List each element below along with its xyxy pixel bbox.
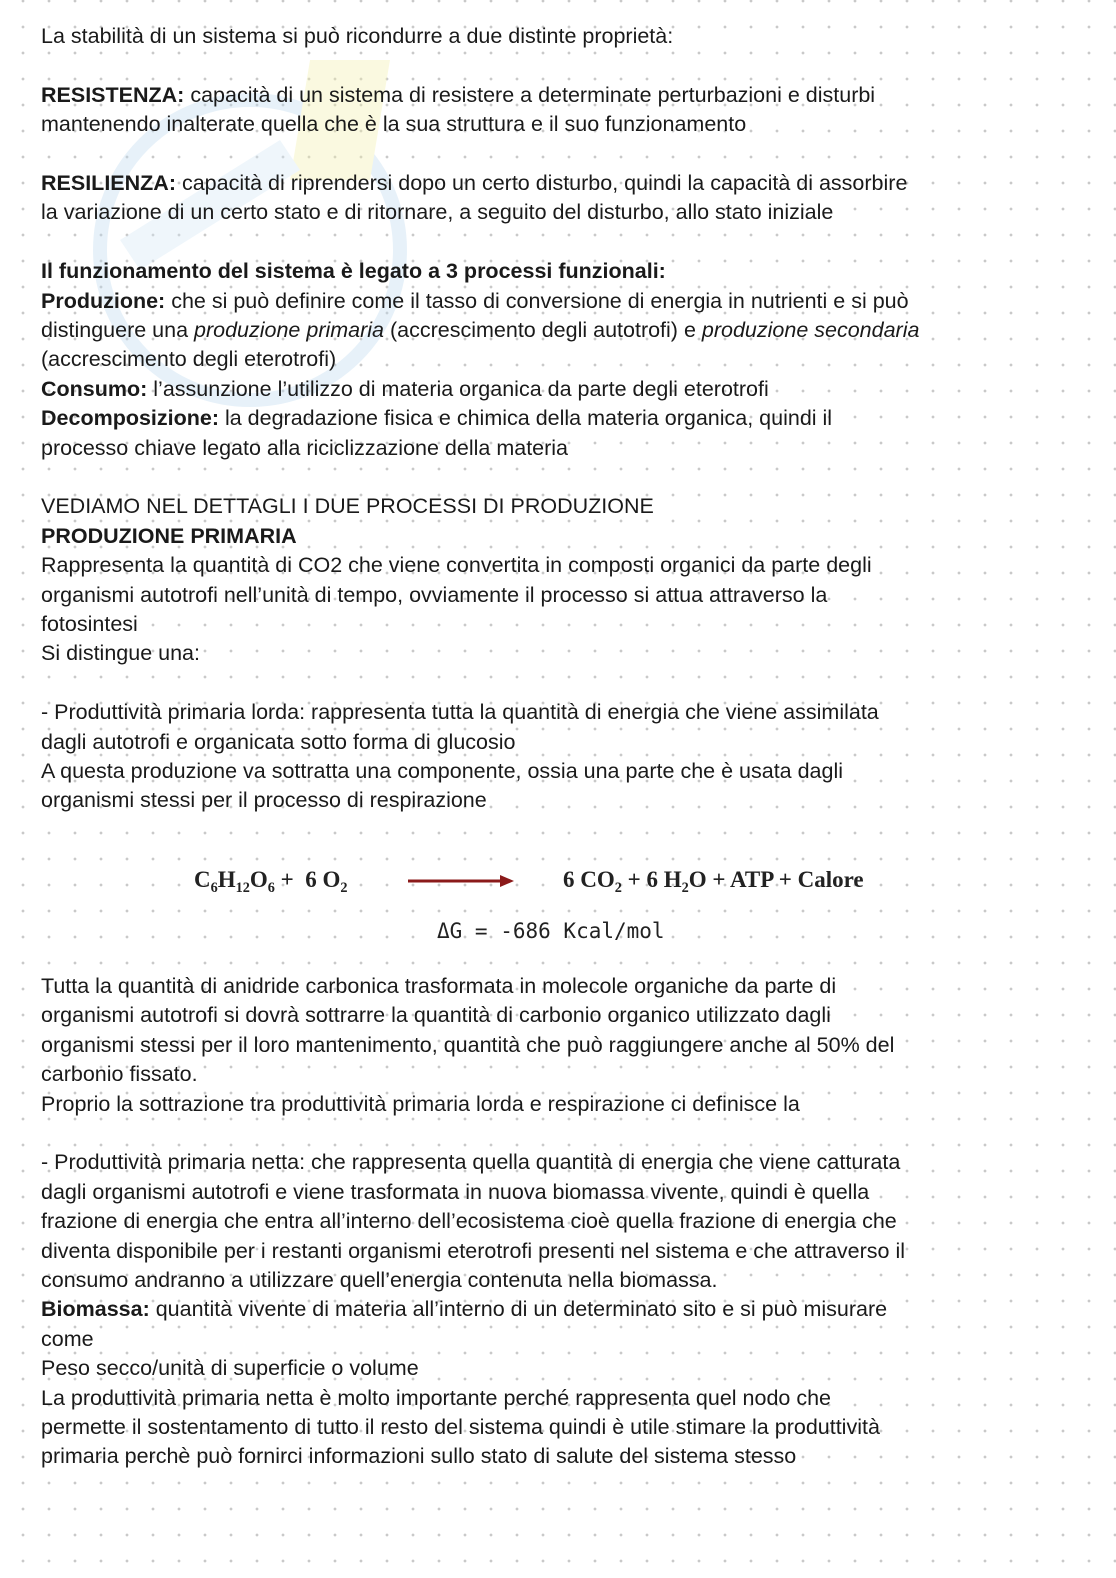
text-line: diventa disponibile per i restanti organismi eterotrofi presenti nel sistema e che attraverso il — [41, 1238, 906, 1263]
text-line: Rappresenta la quantità di CO2 che viene convertita in composti organici da parte degli — [41, 553, 872, 578]
eq-subscript: 6 — [210, 879, 218, 896]
reaction-arrow-icon — [406, 871, 516, 891]
text-line: organismi stessi per il processo di respirazione — [41, 788, 487, 813]
produzione-line: (accrescimento degli eterotrofi) — [41, 347, 337, 372]
eq-text: H — [217, 866, 236, 892]
text-line: consumo andranno a utilizzare quell’energia contenuta nella biomassa. — [41, 1267, 718, 1292]
text-line: organismi stessi per il loro mantenimento, quantità che può raggiungere anche al 50% del — [41, 1032, 895, 1057]
produzione-primaria-term: produzione primaria — [194, 318, 385, 343]
produzione-line: che si può definire come il tasso di conversione di energia in nutrienti e si può — [165, 288, 909, 313]
text-line: quantità vivente di materia all’interno di un determinato sito e si può misurare — [149, 1297, 888, 1322]
produzione-line: distinguere una — [41, 318, 194, 343]
decomposizione-line: la degradazione fisica e chimica della materia organica, quindi il — [219, 406, 833, 431]
eq-text: + 6 O — [274, 866, 341, 892]
text-line: Tutta la quantità di anidride carbonica trasformata in molecole organiche da parte di — [41, 973, 837, 998]
netta-paragraph — [41, 1148, 1081, 1295]
eq-subscript: 2 — [340, 879, 348, 896]
eq-text: O — [249, 866, 268, 892]
processi-heading-text: Il funzionamento del sistema è legato a 3 processi funzionali: — [41, 259, 666, 284]
produzione-secondaria-term: produzione secondaria — [701, 318, 920, 343]
text-line: organismi autotrofi nell’unità di tempo, ovviamente il processo si attua attraverso la — [41, 582, 828, 607]
sottrazione-paragraph — [41, 972, 1081, 1119]
produzione-line: (accrescimento degli autotrofi) e — [384, 318, 702, 343]
consumo-term: Consumo: — [41, 376, 148, 401]
resilienza-term: RESILIENZA: — [41, 171, 176, 195]
importanza-paragraph — [41, 1384, 1081, 1472]
intro-line: La stabilità di un sistema si può ricondurre a due distinte proprietà: — [41, 24, 674, 48]
produzione-paragraph — [41, 287, 1081, 375]
text-line: carbonio fissato. — [41, 1062, 198, 1087]
delta-g-value: ΔG = -686 Kcal/mol — [437, 918, 665, 943]
decomposizione-term: Decomposizione: — [41, 406, 219, 431]
biomassa-term: Biomassa: — [41, 1297, 150, 1322]
text-line: come — [41, 1326, 94, 1351]
text-line: Peso secco/unità di superficie o volume — [41, 1356, 419, 1381]
resilienza-paragraph — [41, 169, 1081, 228]
dettagli-line: VEDIAMO NEL DETTAGLI I DUE PROCESSI DI PRODUZIONE — [41, 494, 654, 519]
text-line: permette il sostentamento di tutto il resto del sistema quindi è utile stimare la produttività — [41, 1414, 880, 1439]
text-line: - Produttività primaria lorda: rappresenta tutta la quantità di energia che viene assimilata — [41, 700, 879, 725]
resilienza-line: la variazione di un certo stato e di ritornare, a seguito del disturbo, allo stato iniziale — [41, 200, 834, 225]
consumo-line: l’assunzione l’utilizzo di materia organica da parte degli eterotrofi — [147, 376, 769, 401]
text-line: frazione di energia che entra all’interno dell’ecosistema cioè quella frazione di energia che — [41, 1209, 897, 1234]
text-line: La produttività primaria netta è molto importante perché rappresenta quel nodo che — [41, 1385, 831, 1410]
eq-subscript: 2 — [614, 879, 622, 896]
text-line: dagli autotrofi e organicata sotto forma di glucosio — [41, 729, 516, 754]
equation-products — [563, 865, 864, 894]
eq-subscript: 12 — [235, 879, 250, 896]
lorda-paragraph — [41, 698, 1081, 816]
text-line: dagli organismi autotrofi e viene trasformata in nuova biomassa vivente, quindi è quella — [41, 1179, 870, 1204]
eq-text: O + ATP + Calore — [688, 866, 864, 892]
decomposizione-line: processo chiave legato alla riciclizzazione della materia — [41, 435, 569, 460]
eq-text: 6 CO — [563, 866, 615, 892]
eq-subscript: 6 — [267, 879, 275, 896]
resilienza-line: capacità di riprendersi dopo un certo disturbo, quindi la capacità di assorbire — [175, 171, 908, 195]
document-page — [41, 22, 1081, 1472]
eq-text: C — [194, 866, 211, 892]
text-line: Si distingue una: — [41, 641, 200, 666]
resistenza-line: capacità di un sistema di resistere a determinate perturbazioni e disturbi — [184, 82, 876, 107]
text-line: - Produttività primaria netta: che rappresenta quella quantità di energia che viene catturata — [41, 1150, 901, 1175]
produzione-primaria-paragraph — [41, 551, 1081, 669]
equation-reactants — [194, 865, 348, 894]
text-line: fotosintesi — [41, 612, 138, 637]
eq-subscript: 2 — [681, 879, 689, 896]
text-line: A questa produzione va sottratta una componente, ossia una parte che è usata dagli — [41, 759, 844, 784]
consumo-paragraph — [41, 375, 1081, 404]
eq-text: + 6 H — [621, 866, 682, 892]
resistenza-paragraph — [41, 81, 1081, 140]
decomposizione-paragraph — [41, 404, 1081, 463]
respiration-equation — [41, 845, 1081, 970]
processi-heading — [41, 257, 1081, 286]
biomassa-paragraph — [41, 1295, 1081, 1383]
resistenza-line: mantenendo inalterate quella che è la sua struttura e il suo funzionamento — [41, 112, 747, 137]
produzione-primaria-heading — [41, 522, 1081, 551]
produzione-term: Produzione: — [41, 288, 166, 313]
text-line: organismi autotrofi si dovrà sottrarre la quantità di carbonio organico utilizzato dagli — [41, 1003, 831, 1028]
text-line: Proprio la sottrazione tra produttività primaria lorda e respirazione ci definisce la — [41, 1091, 800, 1116]
resistenza-term: RESISTENZA: — [41, 82, 185, 107]
produzione-primaria-heading-text: PRODUZIONE PRIMARIA — [41, 523, 297, 548]
text-line: primaria perchè può fornirci informazioni sullo stato di salute del sistema stesso — [41, 1444, 797, 1469]
